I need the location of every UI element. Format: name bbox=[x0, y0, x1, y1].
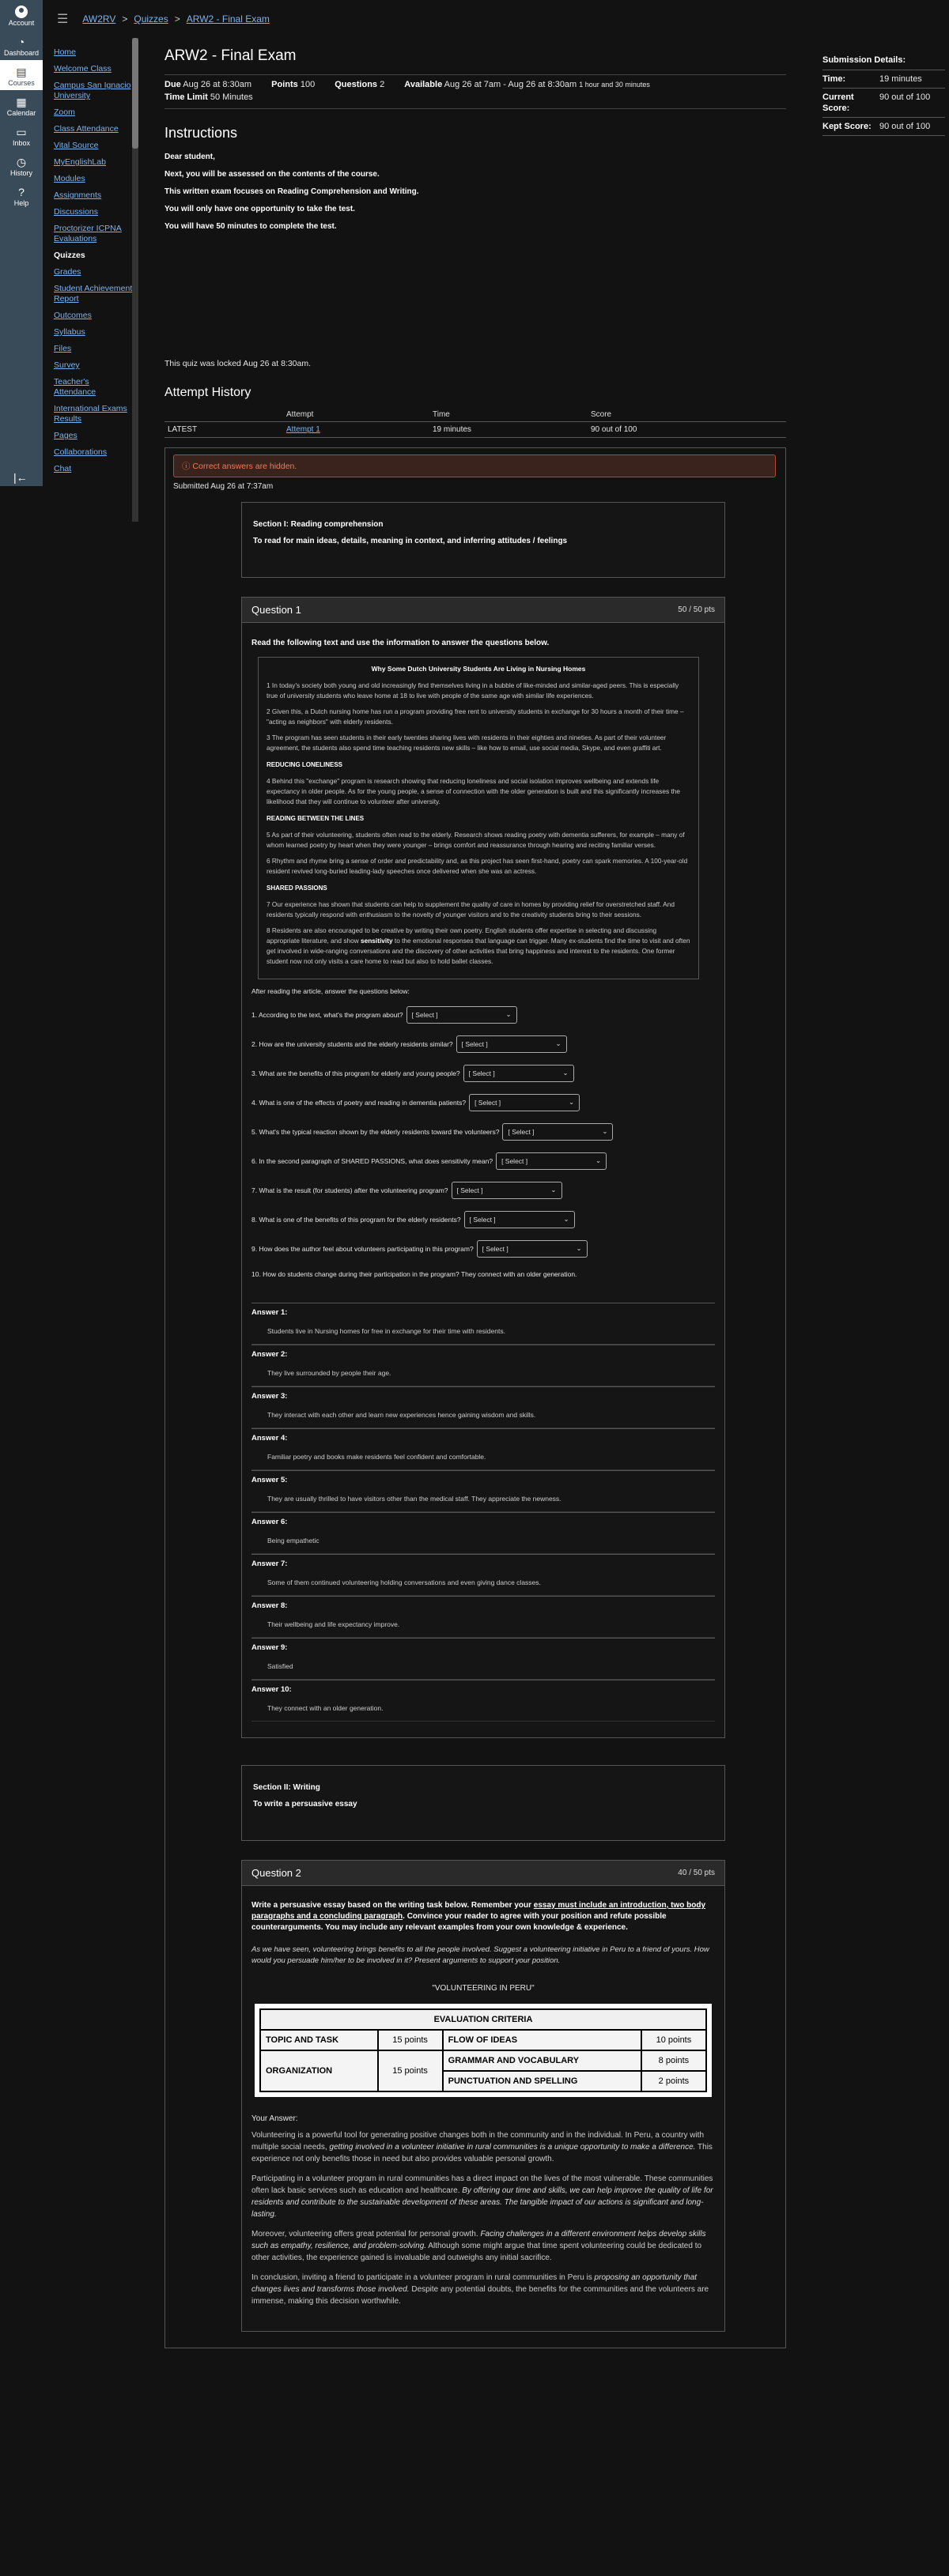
submitted-timestamp: Submitted Aug 26 at 7:37am bbox=[173, 482, 274, 491]
chevron-down-icon: ⌄ bbox=[555, 1039, 561, 1047]
page-title: ARW2 - Final Exam bbox=[164, 47, 297, 64]
course-nav-item[interactable]: Discussions bbox=[54, 207, 99, 217]
instructions-heading: Instructions bbox=[164, 125, 238, 141]
global-nav-history[interactable]: ◷ History bbox=[9, 155, 32, 177]
inbox-icon: ▭ bbox=[16, 125, 27, 138]
course-nav-item[interactable]: Pages bbox=[54, 431, 78, 440]
course-nav-item[interactable]: Survey bbox=[54, 360, 80, 370]
course-nav-item[interactable]: Vital Source bbox=[54, 141, 99, 150]
answer-select[interactable]: [ Select ] ⌄ bbox=[477, 1240, 588, 1258]
chevron-down-icon: ⌄ bbox=[563, 1215, 569, 1223]
answer-block: Answer 7: Some of them continued volunteering holding conversations and even giving dance classes. bbox=[251, 1554, 715, 1596]
answer-select[interactable]: [ Select ] ⌄ bbox=[496, 1152, 607, 1170]
course-nav-item[interactable]: Syllabus bbox=[54, 327, 85, 337]
course-nav-item[interactable]: International Exams Results bbox=[54, 404, 127, 424]
quiz-meta: Due Aug 26 at 8:30am Points 100 Questions 2 Available Aug 26 at 7am - Aug 26 at 8:30am 1 hour and 30 minutes Time Limit 50 Minutes bbox=[164, 74, 786, 109]
chevron-down-icon: ⌄ bbox=[550, 1186, 557, 1194]
question-points: 40 / 50 pts bbox=[678, 1869, 715, 1877]
book-icon: ▤ bbox=[16, 65, 27, 78]
breadcrumb-current[interactable]: ARW2 - Final Exam bbox=[186, 13, 270, 25]
answer-block: Answer 6: Being empathetic bbox=[251, 1512, 715, 1554]
table-row: LATEST Attempt 1 19 minutes 90 out of 100 bbox=[164, 422, 786, 438]
question-item: 3. What are the benefits of this program for elderly and young people? [ Select ] ⌄ bbox=[251, 1062, 715, 1084]
chevron-down-icon: ⌄ bbox=[602, 1127, 608, 1135]
global-nav bbox=[0, 0, 43, 486]
course-nav bbox=[54, 47, 133, 522]
course-nav-item[interactable]: Class Attendance bbox=[54, 124, 119, 134]
collapse-nav-icon[interactable]: |← bbox=[13, 471, 28, 484]
chevron-down-icon: ⌄ bbox=[562, 1069, 569, 1077]
course-nav-item[interactable]: Outcomes bbox=[54, 311, 92, 320]
course-nav-item[interactable]: Chat bbox=[54, 464, 72, 473]
essay-answer: Volunteering is a powerful tool for generating positive changes both in the community and in the individual. In Peru, a country with multiple social needs, getting involved in a volunteer initiative in rural communities is a unique opportunity to make a difference. This experience not only benefits those in need but also provides valuable personal growth. Participating in a volunteer program in rural communities has a direct impact on the lives of the most vulnerable. These communities often lack basic services such as education and healthcare. By offering our time and skills, we can help improve the quality of life for residents and contribute to the sustainable development of these areas. The tangible impact of our actions is significant and long-lasting. Moreover, volunteering offers great potential for personal growth. Facing challenges in a different environment helps develop skills such as empathy, resilience, and problem-solving. Although some might argue that time spent volunteering could be dedicated to other activities, the experience gained is invaluable and outweighs any initial sacrifice. In conclusion, inviting a friend to participate in a volunteer program in rural communities in Peru is proposing an opportunity that changes lives and transforms those involved. Despite any potential doubts, the benefits for the communities and the volunteers are immense, making this decision worthwhile. bbox=[251, 2131, 713, 2306]
answer-select[interactable]: [ Select ] ⌄ bbox=[463, 1065, 574, 1082]
course-nav-item[interactable]: Collaborations bbox=[54, 447, 108, 457]
global-nav-help[interactable]: ? Help bbox=[13, 186, 29, 207]
question-item: 2. How are the university students and the elderly residents similar? [ Select ] ⌄ bbox=[251, 1032, 715, 1055]
answer-block: Answer 4: Familiar poetry and books make residents feel confident and comfortable. bbox=[251, 1428, 715, 1470]
course-nav-item[interactable]: Welcome Class bbox=[54, 64, 112, 74]
user-icon bbox=[13, 5, 29, 19]
locked-notice: This quiz was locked Aug 26 at 8:30am. bbox=[164, 359, 312, 368]
attempt-history-heading: Attempt History bbox=[164, 386, 251, 399]
breadcrumb-course[interactable]: AW2RV bbox=[82, 13, 116, 25]
course-nav-item[interactable]: Campus San Ignacio University bbox=[54, 81, 131, 100]
chevron-down-icon: ⌄ bbox=[595, 1156, 602, 1164]
global-nav-calendar[interactable]: ▦ Calendar bbox=[6, 95, 36, 117]
hidden-answers-alert: ⓘ Correct answers are hidden. bbox=[173, 454, 776, 477]
answer-block: Answer 1: Students live in Nursing homes for free in exchange for their time with residents. bbox=[251, 1303, 715, 1345]
answer-select[interactable]: [ Select ] ⌄ bbox=[456, 1035, 567, 1053]
question-item: 5. What's the typical reaction shown by the elderly residents toward the volunteers? [ Select ] ⌄ bbox=[251, 1120, 715, 1143]
section2-box: Section II: Writing To write a persuasive essay bbox=[241, 1765, 725, 1841]
attempt-history-table: Attempt Time Score LATEST Attempt 1 19 minutes 90 out of 100 bbox=[164, 408, 786, 438]
clock-icon: ◷ bbox=[16, 155, 27, 168]
answer-block: Answer 2: They live surrounded by people their age. bbox=[251, 1345, 715, 1386]
global-nav-inbox[interactable]: ▭ Inbox bbox=[12, 125, 31, 147]
question-item: 6. In the second paragraph of SHARED PASSIONS, what does sensitivity mean? [ Select ] ⌄ bbox=[251, 1149, 715, 1172]
course-nav-item[interactable]: Home bbox=[54, 47, 77, 57]
submission-details: Submission Details: Time: 19 minutes Current Score: 90 out of 100 Kept Score: 90 out of 100 bbox=[822, 55, 945, 136]
question-title: Question 2 bbox=[251, 1867, 301, 1879]
question-item: 1. According to the text, what's the program about? [ Select ] ⌄ bbox=[251, 1003, 715, 1026]
answer-select[interactable]: [ Select ] ⌄ bbox=[452, 1182, 562, 1199]
help-icon: ? bbox=[18, 186, 25, 198]
hamburger-menu-icon[interactable]: ☰ bbox=[57, 13, 69, 26]
breadcrumb: AW2RV > Quizzes > ARW2 - Final Exam bbox=[82, 13, 270, 25]
global-nav-courses[interactable]: ▤ Courses bbox=[0, 60, 43, 90]
answer-select[interactable]: [ Select ] ⌄ bbox=[406, 1006, 517, 1024]
course-nav-scrollbar[interactable] bbox=[132, 38, 138, 522]
course-nav-item[interactable]: MyEnglishLab bbox=[54, 157, 106, 167]
instructions: Dear student, Next, you will be assessed on the contents of the course. This written exam focuses on Reading Comprehension and Writing. You will only have one opportunity to take the test. You will have 50 minutes to complete the test. bbox=[164, 153, 419, 231]
main-content bbox=[164, 47, 786, 2348]
course-nav-item[interactable]: Student Achievement Report bbox=[54, 284, 133, 304]
chevron-down-icon: ⌄ bbox=[568, 1098, 575, 1106]
chevron-down-icon: ⌄ bbox=[505, 1010, 512, 1018]
answer-block: Answer 9: Satisfied bbox=[251, 1638, 715, 1680]
reading-passage: Why Some Dutch University Students Are Living in Nursing Homes 1 In today's society both young and old increasingly find themselves living in a bubble of like-minded and similar-aged peers. This is especially true of university students who leave home at 18 to live with people of the same age with similar life experiences. 2 Given this, a Dutch nursing home has run a program providing free rent to university students in exchange for 30 hours a month of their time – "acting as neighbors" with elderly residents. 3 The program has seen students in their early twenties sharing lives with residents in their eighties and nineties. As part of their volunteer agreement, the students also spend time teaching residents new skills – like how to email, use social media, Skype, and even graffiti art. REDUCING LONELINESS 4 Behind this "exchange" program is research showing that reducing loneliness and social isolation improves wellbeing and extends life expectancy in older people. As for the young people, a sense of connection with the older generation is built and this significantly increases the likelihood that they will continue to volunteer after university. READING BETWEEN THE LINES 5 As part of their volunteering, students often read to the elderly. Research shows reading poetry with dementia sufferers, for example – many of whom learned poetry by heart when they were younger – brings comfort and reassurance through hearing and reciting familiar verses. 6 Rhythm and rhyme bring a sense of order and predictability and, as this project has seen first-hand, poetry can spark memories. A 100-year-old resident revived long-buried leading-lady speeches once delivered when she was an actress. SHARED PASSIONS 7 Our experience has shown that students can help to supplement the quality of care in homes by providing relief for overstretched staff. And residents typically respond with enthusiasm to the novelty of younger visitors and to the creativity students bring to their sessions. 8 Residents are also encouraged to be creative by writing their own poetry. English students offer expertise in selecting and discussing appropriate literature, and show sensitivity to the emotional responses that language can trigger. Many ex-students find the time to visit and often get involved in wide-ranging conversations and the discovery of other activities that bring happiness and interest to the residents. One former student now not only visits a care home to read but also to hold ballet classes. bbox=[258, 657, 699, 979]
global-nav-account[interactable]: Account bbox=[0, 0, 43, 30]
answer-block: Answer 8: Their wellbeing and life expectancy improve. bbox=[251, 1596, 715, 1638]
answer-select[interactable]: [ Select ] ⌄ bbox=[502, 1123, 613, 1141]
course-nav-item[interactable]: Modules bbox=[54, 174, 85, 183]
course-nav-item[interactable]: Grades bbox=[54, 267, 81, 277]
course-nav-item[interactable]: Teacher's Attendance bbox=[54, 377, 96, 397]
calendar-icon: ▦ bbox=[16, 95, 27, 108]
warning-icon: ⓘ bbox=[182, 462, 191, 471]
section1-box: Section I: Reading comprehension To read for main ideas, details, meaning in context, and inferring attitudes / feelings bbox=[241, 502, 725, 578]
answers-list bbox=[251, 1303, 715, 1722]
answer-select[interactable]: [ Select ] ⌄ bbox=[464, 1211, 575, 1228]
question-item: 4. What is one of the effects of poetry and reading in dementia patients? [ Select ] ⌄ bbox=[251, 1091, 715, 1114]
question-item: 8. What is one of the benefits of this program for the elderly residents? [ Select ] ⌄ bbox=[251, 1208, 715, 1231]
course-nav-item[interactable]: Files bbox=[54, 344, 72, 353]
question-2: Question 2 40 / 50 pts Write a persuasive essay based on the writing task below. Remember your essay must include an introduction, two body paragraphs and a concluding paragraph. Convince your reader to agree with your position and refute possible counterarguments. You may include any relevant examples from your own knowledge & experience. As we have seen, volunteering brings benefits to all the people involved. Suggest a volunteering initiative in Peru to a friend of yours. How would you persuade him/her to be involved in it? Present arguments to support your position. "VOLUNTEERING IN PERU" EVALUATION CRITERIA TOPIC AND TASK 15 points FLOW OF IDEAS 10 points ORGANIZATION 15 points GRAMMAR AND VOCABULARY 8 points PUNCTUATION AND SPELLING 2 points Your Answer: Volunteering is a powerful tool for generating positive changes both in the community and in the individual. In Peru, a country with multiple social needs, getting involved in a volunteer initiative in rural communities is a unique opportunity to make a difference. This experience not only benefits those in need but also provides valuable personal growth. Participating in a volunteer program in rural communities has a direct impact on the lives of the most vulnerable. These communities often lack basic services such as education and healthcare. By offering our time and skills, we can help improve the quality of life for residents and contribute to the sustainable development of these areas. The tangible impact of our actions is significant and long-lasting. Moreover, volunteering offers great potential for personal growth. Facing challenges in a different environment helps develop skills such as empathy, resilience, and problem-solving. Although some might argue that time spent volunteering could be dedicated to other activities, the experience gained is invaluable and outweighs any initial sacrifice. In conclusion, inviting a friend to participate in a volunteer program in rural communities in Peru is proposing an opportunity that changes lives and transforms those involved. Despite any potential doubts, the benefits for the communities and the volunteers are immense, making this decision worthwhile. bbox=[241, 1860, 725, 2332]
dashboard-icon: ◔ bbox=[17, 36, 25, 48]
answer-block: Answer 10: They connect with an older generation. bbox=[251, 1680, 715, 1722]
course-nav-item[interactable]: Zoom bbox=[54, 107, 75, 117]
global-nav-dashboard[interactable]: ◔ Dashboard bbox=[3, 36, 40, 57]
attempt-link[interactable]: Attempt 1 bbox=[286, 425, 320, 434]
course-nav-item[interactable]: Assignments bbox=[54, 190, 102, 200]
question-1: Question 1 50 / 50 pts Read the following text and use the information to answer the questions below. Why Some Dutch University Students Are Living in Nursing Homes 1 In today's society both young and old increasingly find themselves living in a bubble of like-minded and similar-aged peers. This is especially true of university students who leave home at 18 to live with people of the same age with similar life experiences. 2 Given this, a Dutch nursing home has run a program providing free rent to university students in exchange for 30 hours a month of their time – "acting as neighbors" with elderly residents. 3 The program has seen students in their early twenties sharing lives with residents in their eighties and nineties. As part of their volunteer agreement, the students also spend time teaching residents new skills – like how to email, use social media, Skype, and even graffiti art. REDUCING LONELINESS 4 Behind this "exchange" program is research showing that reducing loneliness and social isolation improves wellbeing and extends life expectancy in older people. As for the young people, a sense of connection with the older generation is built and this significantly increases the likelihood that they will continue to volunteer after university. READING BETWEEN THE LINES 5 As part of their volunteering, students often read to the elderly. Research shows reading poetry with dementia sufferers, for example – many of whom learned poetry by heart when they were younger – brings comfort and reassurance through hearing and reciting familiar verses. 6 Rhythm and rhyme bring a sense of order and predictability and, as this project has seen first-hand, poetry can spark memories. A 100-year-old resident revived long-buried leading-lady speeches once delivered when she was an actress. SHARED PASSIONS 7 Our experience has shown that students can help to supplement the quality of care in homes by providing relief for overstretched staff. And residents typically respond with enthusiasm to the novelty of younger visitors and to the creativity students bring to their sessions. 8 Residents are also encouraged to be creative by writing their own poetry. English students offer expertise in selecting and discussing appropriate literature, and show sensitivity to the emotional responses that language can trigger. Many ex-students find the time to visit and often get involved in wide-ranging conversations and the discovery of other activities that bring happiness and interest to the residents. One former student now not only visits a care home to read but also to hold ballet classes. After reading the article, answer the questions below: 1. According to the text, what's the program about? [ Select ] ⌄ 2. How are the university students and the elderly residents similar? [ Select ] ⌄ 3. What are the benefits of this program for elderly and young people? [ Select ] ⌄ 4. What is one of the effects of poetry and reading in dementia patients? [ Select ] ⌄ 5. What's the typical reaction shown by the elderly residents toward the volunteers? [ Select ] ⌄ 6. In the second paragraph of SHARED PASSIONS, what does sensitivity mean? [ Select ] ⌄ 7. What is the result (for students) after the volunteering program? [ Select ] ⌄ 8. What is one of the benefits of this program for the elderly residents? [ Select ] ⌄ 9. How does the author feel about volunteers participating in this program? [ Select ] ⌄ 10. How do students change during their participation in the program? They connect with an older generation. Answer 1: Students live in Nursing homes for free in exchange for their time with residents. Answer 2: They live surrounded by people their age. Answer 3: They interact with each other and learn new experiences hence gaining wisdom and skills. Answer 4: Familiar poetry and books make residents feel confident and comfortable. Answer 5: They are usually thrilled to have visitors other than the medical staff. They appreciate the newness. Answer 6: Being empathetic Answer 7: Some of them continued volunteering holding conversations and even giving dance classes. Answer 8: Their wellbeing and life expectancy improve. Answer 9: Satisfied Answer 10: They connect with an older generation. bbox=[241, 597, 725, 1738]
question-title: Question 1 bbox=[251, 604, 301, 616]
submission-container bbox=[164, 447, 786, 2348]
breadcrumb-quizzes[interactable]: Quizzes bbox=[134, 13, 168, 25]
answer-select[interactable]: [ Select ] ⌄ bbox=[469, 1094, 580, 1111]
course-nav-item[interactable]: Quizzes bbox=[54, 251, 85, 260]
answer-block: Answer 3: They interact with each other and learn new experiences hence gaining wisdom and skills. bbox=[251, 1386, 715, 1428]
answer-block: Answer 5: They are usually thrilled to have visitors other than the medical staff. They appreciate the newness. bbox=[251, 1470, 715, 1512]
evaluation-criteria-table: EVALUATION CRITERIA TOPIC AND TASK 15 points FLOW OF IDEAS 10 points ORGANIZATION 15 points GRAMMAR AND VOCABULARY 8 points PUNCTUATION AND SPELLING 2 points bbox=[255, 2004, 712, 2097]
chevron-down-icon: ⌄ bbox=[576, 1244, 582, 1252]
course-nav-item[interactable]: Proctorizer ICPNA Evaluations bbox=[54, 224, 122, 243]
question-item: 7. What is the result (for students) after the volunteering program? [ Select ] ⌄ bbox=[251, 1179, 715, 1201]
question-points: 50 / 50 pts bbox=[678, 605, 715, 614]
question-item: 9. How does the author feel about volunteers participating in this program? [ Select ] ⌄ bbox=[251, 1237, 715, 1260]
course-header bbox=[43, 0, 949, 38]
